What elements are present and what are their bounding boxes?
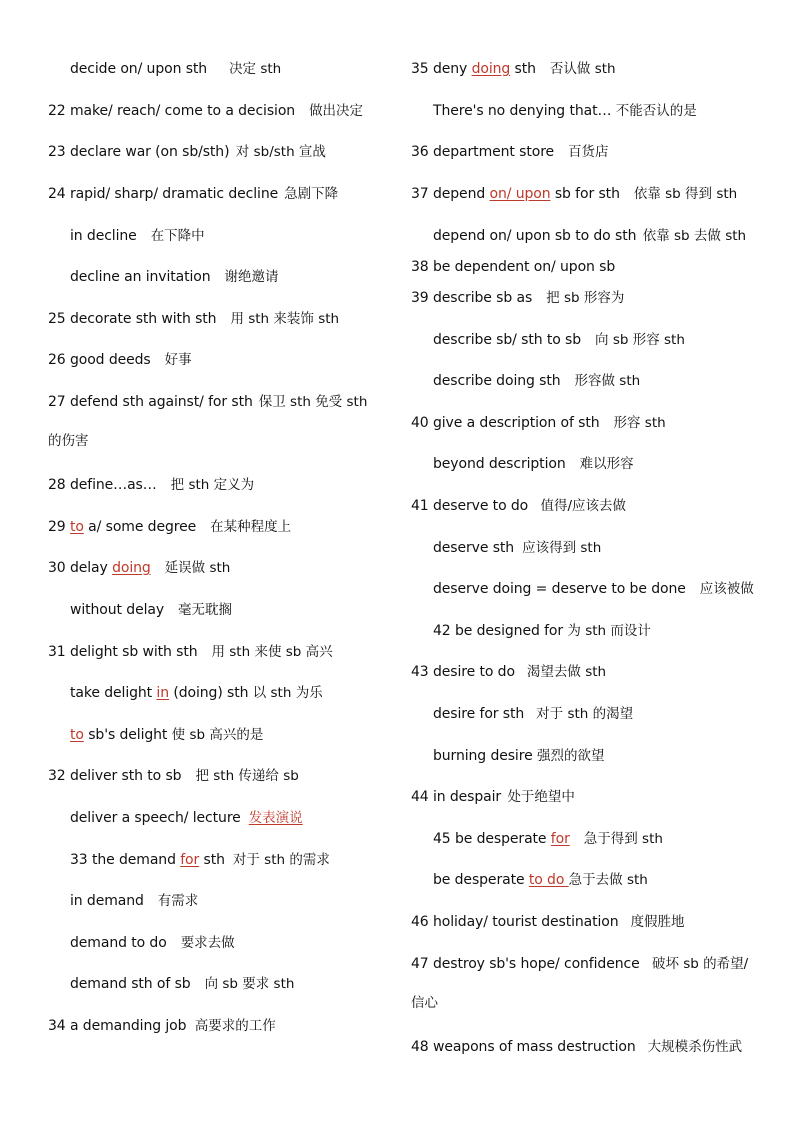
highlighted-word: on/ upon [489,186,551,202]
english-phrase [70,810,241,826]
right-entry [433,747,604,765]
right-entry [411,1038,742,1056]
phrase-text: 37 depend [411,186,490,202]
chinese-meaning [527,664,606,680]
phrase-text: describe sb/ sth to sb [433,332,582,348]
phrase-text: 30 delay [48,560,113,576]
meaning-text: 形容 sth [613,415,666,431]
english-phrase [70,727,172,743]
english-phrase [411,914,619,930]
chinese-meaning [165,352,192,368]
chinese-meaning [210,519,291,535]
meaning-text: 保卫 sth 免受 sth [258,394,368,410]
meaning-text: 对于 sth 的渴望 [536,706,634,722]
phrase-text: deliver a speech/ lecture [70,810,241,826]
english-phrase [411,789,505,805]
meaning-text: 急于去做 sth [568,872,648,888]
phrase-text: 35 deny [411,61,472,77]
phrase-text: 25 decorate sth with sth [48,311,217,327]
phrase-text: demand sth of sb [70,976,191,992]
phrase-text: 29 [48,519,70,535]
meaning-text: 在某种程度上 [210,519,292,535]
left-entry [70,809,303,827]
chinese-meaning [595,332,685,348]
highlighted-word: doing [471,61,511,77]
chinese-meaning [568,144,609,160]
highlighted-word: doing [112,560,151,576]
chinese-meaning [522,540,601,556]
right-entry [433,331,685,349]
phrase-text: 41 deserve to do [411,498,533,514]
left-entry [48,518,291,536]
left-entry [70,227,205,245]
chinese-meaning [284,186,338,202]
meaning-text: 做出决定 [309,103,364,119]
phrase-text: (doing) sth [169,685,253,701]
phrase-text: 26 good deeds [48,352,151,368]
chinese-meaning [652,956,748,972]
right-entry [411,663,606,681]
meaning-text: 依靠 sb 去做 sth [642,228,747,244]
right-entry [411,258,615,276]
phrase-text: 46 holiday/ tourist destination [411,914,619,930]
english-phrase [411,259,615,275]
phrase-text: sb for sth [550,186,620,202]
phrase-text: beyond description [433,456,566,472]
meaning-text: 信心 [411,995,438,1011]
chinese-meaning [569,872,648,888]
english-phrase [433,831,570,847]
right-entry [411,913,685,931]
phrase-text: There's no denying that… [433,103,616,119]
chinese-meaning [249,810,303,826]
chinese-meaning [181,935,235,951]
chinese-meaning [507,789,575,805]
chinese-meaning [225,269,279,285]
english-phrase [433,540,514,556]
left-entry [48,767,299,785]
english-phrase [48,644,197,660]
right-entry [411,60,616,78]
chinese-meaning [546,290,624,306]
meaning-text: 把 sb 形容为 [546,290,625,306]
english-phrase [48,519,196,535]
chinese-meaning [205,976,295,992]
meaning-text: 百货店 [568,144,609,160]
english-phrase [70,852,225,868]
meaning-text: 为 sth 而设计 [567,623,651,639]
left-entry [48,643,333,661]
english-phrase [70,602,164,618]
left-entry [48,1017,276,1035]
meaning-text: 以 sth 为乐 [252,685,323,701]
phrase-text: a/ some degree [83,519,197,535]
phrase-text: demand to do [70,935,167,951]
phrase-text: 31 delight sb with sth [48,644,198,660]
chinese-meaning [643,228,746,244]
english-phrase [48,352,151,368]
english-phrase [48,394,253,410]
meaning-text: 的伤害 [48,433,89,449]
meaning-text: 在下降中 [150,228,205,244]
meaning-text: 毫无耽搁 [178,602,233,618]
meaning-text: 急于得到 sth [583,831,663,847]
meaning-text: 难以形容 [579,456,634,472]
left-entry [70,851,330,869]
phrase-text: 24 rapid/ sharp/ dramatic decline [48,186,279,202]
english-phrase [433,373,561,389]
chinese-meaning [165,560,231,576]
meaning-text: 大规模杀伤性武 [647,1039,743,1055]
right-entry [433,830,663,848]
meaning-text: 向 sb 形容 sth [595,332,685,348]
phrase-text: 27 defend sth against/ for sth [48,394,253,410]
english-phrase [433,623,567,639]
left-entry [48,351,192,369]
right-entry [411,143,609,161]
phrase-text: 39 describe sb as [411,290,533,306]
highlighted-word: for [550,831,570,847]
phrase-text: depend on/ upon sb to do sth [433,228,641,244]
phrase-text: 40 give a description of sth [411,415,600,431]
english-phrase [48,103,295,119]
chinese-meaning [151,228,205,244]
phrase-text: sth [199,852,225,868]
chinese-meaning [236,144,326,160]
chinese-meaning [253,685,323,701]
chinese-meaning [48,433,89,449]
phrase-text: take delight [70,685,157,701]
phrase-text: describe doing sth [433,373,561,389]
chinese-meaning [172,727,264,743]
meaning-text: 不能否认的是 [615,103,697,119]
chinese-meaning [233,852,330,868]
chinese-meaning [178,602,232,618]
chinese-meaning [229,61,281,77]
right-entry [433,455,634,473]
chinese-meaning [195,1018,276,1034]
right-entry [411,994,438,1012]
highlighted-word: to do [528,872,569,888]
phrase-text: without delay [70,602,165,618]
english-phrase [411,144,554,160]
phrase-text: 36 department store [411,144,555,160]
meaning-text: 急剧下降 [284,186,339,202]
meaning-text: 把 sth 定义为 [170,477,255,493]
english-phrase [433,706,524,722]
right-entry [433,227,746,245]
meaning-text: 对于 sth 的需求 [232,852,330,868]
meaning-text: 谢绝邀请 [224,269,279,285]
left-entry [70,975,294,993]
english-phrase [411,290,532,306]
right-entry [411,185,737,203]
chinese-meaning [171,477,254,493]
left-entry [48,310,339,328]
phrase-text: decide on/ upon sth [70,61,208,77]
phrase-text: desire for sth [433,706,525,722]
chinese-meaning [580,456,634,472]
phrase-text: 33 the demand [70,852,181,868]
meaning-text: 处于绝望中 [507,789,575,805]
english-phrase [48,1018,191,1034]
meaning-text: 应该得到 sth [522,540,602,556]
chinese-meaning [230,311,339,327]
chinese-meaning [195,768,298,784]
chinese-meaning [537,748,605,764]
phrase-text: burning desire [433,748,537,764]
phrase-text: 23 declare war (on sb/sth) [48,144,234,160]
phrase-text: decline an invitation [70,269,211,285]
english-phrase [70,228,137,244]
phrase-text: 28 define…as… [48,477,157,493]
chinese-meaning [567,623,650,639]
phrase-text: 38 be dependent on/ upon sb [411,259,616,275]
english-phrase [411,186,620,202]
phrase-text: sb's delight [83,727,172,743]
meaning-text: 把 sth 传递给 sb [195,768,299,784]
right-entry [433,705,633,723]
phrase-text: in demand [70,893,144,909]
phrase-text: in decline [70,228,137,244]
meaning-text: 决定 sth [229,61,282,77]
chinese-meaning [309,103,363,119]
meaning-text: 好事 [164,352,192,368]
highlighted-word: for [180,852,200,868]
english-phrase [48,477,157,493]
right-entry [411,289,624,307]
left-entry [70,268,279,286]
phrase-text: 43 desire to do [411,664,515,680]
highlighted-word: to [70,727,84,743]
chinese-meaning [631,914,685,930]
phrase-text: sth [510,61,536,77]
right-entry [433,580,754,598]
left-entry [70,601,232,619]
chinese-meaning [536,706,633,722]
chinese-meaning [634,186,737,202]
left-entry [48,102,363,120]
english-phrase [411,61,536,77]
right-entry [433,372,640,390]
english-phrase [411,664,515,680]
meaning-text: 有需求 [157,893,199,909]
left-entry [70,684,323,702]
left-entry [48,185,338,203]
chinese-meaning [550,61,616,77]
phrase-text: 32 deliver sth to sb [48,768,182,784]
english-phrase [433,581,686,597]
english-phrase [411,1039,636,1055]
chinese-meaning [158,893,199,909]
english-phrase [411,415,600,431]
chinese-meaning [411,995,438,1011]
left-entry [70,60,281,78]
chinese-meaning [211,644,332,660]
left-entry [70,934,235,952]
meaning-text: 渴望去做 sth [526,664,607,680]
left-entry [48,559,230,577]
english-phrase [48,144,234,160]
chinese-meaning [648,1039,743,1055]
right-entry [411,955,748,973]
english-phrase [48,768,181,784]
right-entry [411,497,626,515]
phrase-text: 44 in despair [411,789,506,805]
meaning-text: 要求去做 [180,935,235,951]
right-entry [433,102,697,120]
meaning-text: 依靠 sb 得到 sth [633,186,738,202]
english-phrase [433,332,581,348]
english-phrase [433,103,616,119]
chinese-meaning [540,498,626,514]
meaning-text: 否认做 sth [549,61,616,77]
chinese-meaning [259,394,368,410]
english-phrase [70,61,207,77]
english-phrase [48,560,151,576]
phrase-text: deserve doing = deserve to be done [433,581,686,597]
highlighted-meaning: 发表演说 [248,810,303,826]
right-entry [433,539,601,557]
phrase-text: 22 make/ reach/ come to a decision [48,103,296,119]
meaning-text: 延误做 sth [164,560,231,576]
left-entry [48,393,367,411]
meaning-text: 使 sb 高兴的是 [171,727,264,743]
right-entry [411,414,666,432]
phrase-text: 42 be designed for [433,623,568,639]
left-entry [70,726,263,744]
phrase-text: 34 a demanding job [48,1018,191,1034]
left-entry [48,476,254,494]
english-phrase [70,893,144,909]
meaning-text: 用 sth 来装饰 sth [230,311,340,327]
english-phrase [70,685,253,701]
meaning-text: 用 sth 来使 sb 高兴 [211,644,333,660]
chinese-meaning [584,831,663,847]
left-entry [48,432,89,450]
phrase-text: 47 destroy sb's hope/ confidence [411,956,644,972]
right-entry [411,788,575,806]
english-phrase [70,976,191,992]
english-phrase [433,456,566,472]
meaning-text: 高要求的工作 [194,1018,276,1034]
chinese-meaning [700,581,754,597]
english-phrase [433,872,569,888]
meaning-text: 形容做 sth [574,373,641,389]
chinese-meaning [614,415,666,431]
left-entry [48,143,326,161]
highlighted-word: to [69,519,84,535]
english-phrase [411,498,532,514]
meaning-text: 向 sb 要求 sth [204,976,295,992]
left-entry [70,892,198,910]
phrase-text: deserve sth [433,540,515,556]
phrase-text: 48 weapons of mass destruction [411,1039,636,1055]
english-phrase [48,311,216,327]
meaning-text: 强烈的欲望 [536,748,605,764]
meaning-text: 对 sb/sth 宣战 [235,144,326,160]
meaning-text: 破坏 sb 的希望/ [651,956,749,972]
meaning-text: 度假胜地 [630,914,685,930]
meaning-text: 应该被做 [699,581,754,597]
english-phrase [411,956,644,972]
phrase-text: be desperate [433,872,529,888]
english-phrase [70,935,167,951]
english-phrase [48,186,278,202]
english-phrase [70,269,211,285]
right-entry [433,622,651,640]
phrase-text: 45 be desperate [433,831,551,847]
meaning-text: 值得/应该去做 [540,498,627,514]
chinese-meaning [616,103,697,119]
highlighted-word: in [156,685,169,701]
chinese-meaning [575,373,641,389]
english-phrase [433,748,537,764]
english-phrase [433,228,641,244]
right-entry [433,871,648,889]
